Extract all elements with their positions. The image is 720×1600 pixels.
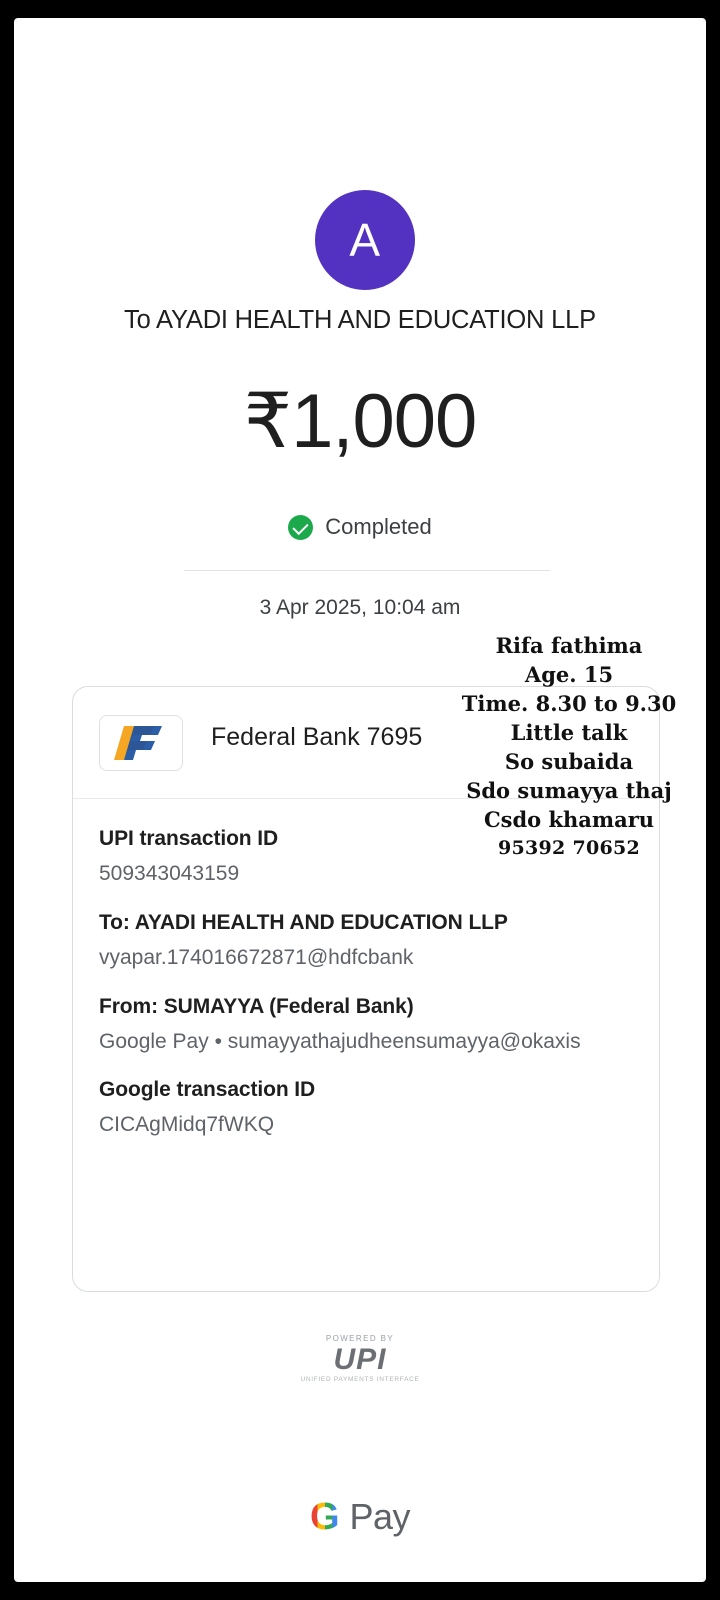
status-row	[14, 514, 706, 540]
transaction-datetime: 3 Apr 2025, 10:04 am	[259, 596, 461, 619]
field-to-payee	[99, 911, 633, 973]
annotation-line-7: Csdo khamaru	[483, 806, 655, 832]
handwritten-annotation	[444, 632, 694, 861]
merchant-avatar: A	[315, 190, 415, 290]
section-divider	[184, 570, 550, 571]
annotation-line-5: So subaida	[504, 748, 634, 774]
upi-powered-mark	[14, 1334, 706, 1383]
field-google-transaction-id	[99, 1078, 633, 1140]
google-pay-footer	[14, 1496, 706, 1538]
upi-subtitle: UNIFIED PAYMENTS INTERFACE	[300, 1376, 420, 1383]
status-badge: Completed	[325, 514, 432, 539]
upi-powered-label: POWERED BY	[325, 1334, 395, 1343]
field-from-payer	[99, 995, 633, 1057]
amount-text: ₹1,000	[243, 379, 477, 464]
field-label: From: SUMAYYA (Federal Bank)	[99, 994, 414, 1018]
annotation-line-2: Age. 15	[524, 661, 614, 687]
annotation-line-6: Sdo sumayya thaj	[466, 777, 672, 803]
field-value: vyapar.174016672871@hdfcbank	[99, 945, 414, 969]
federal-bank-logo-icon	[99, 715, 183, 771]
annotation-line-4: Little talk	[510, 719, 628, 745]
field-label: Google transaction ID	[99, 1078, 316, 1102]
field-value: 509343043159	[99, 862, 240, 885]
annotation-phone-number: 95392 70652	[497, 836, 641, 859]
google-pay-label: Pay	[349, 1496, 411, 1537]
google-g-icon: G	[309, 1496, 340, 1538]
field-value: Google Pay • sumayyathajudheensumayya@okaxis	[99, 1029, 581, 1053]
merchant-name-heading: To AYADI HEALTH AND EDUCATION LLP	[124, 306, 596, 334]
annotation-line-1: Rifa fathima	[495, 633, 643, 658]
check-circle-icon	[288, 515, 313, 540]
annotation-line-3: Time. 8.30 to 9.30	[461, 690, 677, 716]
bank-name-label: Federal Bank 7695	[211, 723, 423, 751]
field-value: CICAgMidq7fWKQ	[99, 1113, 275, 1137]
upi-logo-text: UPI	[333, 1343, 387, 1376]
field-label: To: AYADI HEALTH AND EDUCATION LLP	[99, 910, 508, 934]
field-label: UPI transaction ID	[99, 827, 279, 850]
payment-receipt-sheet	[14, 18, 706, 1582]
